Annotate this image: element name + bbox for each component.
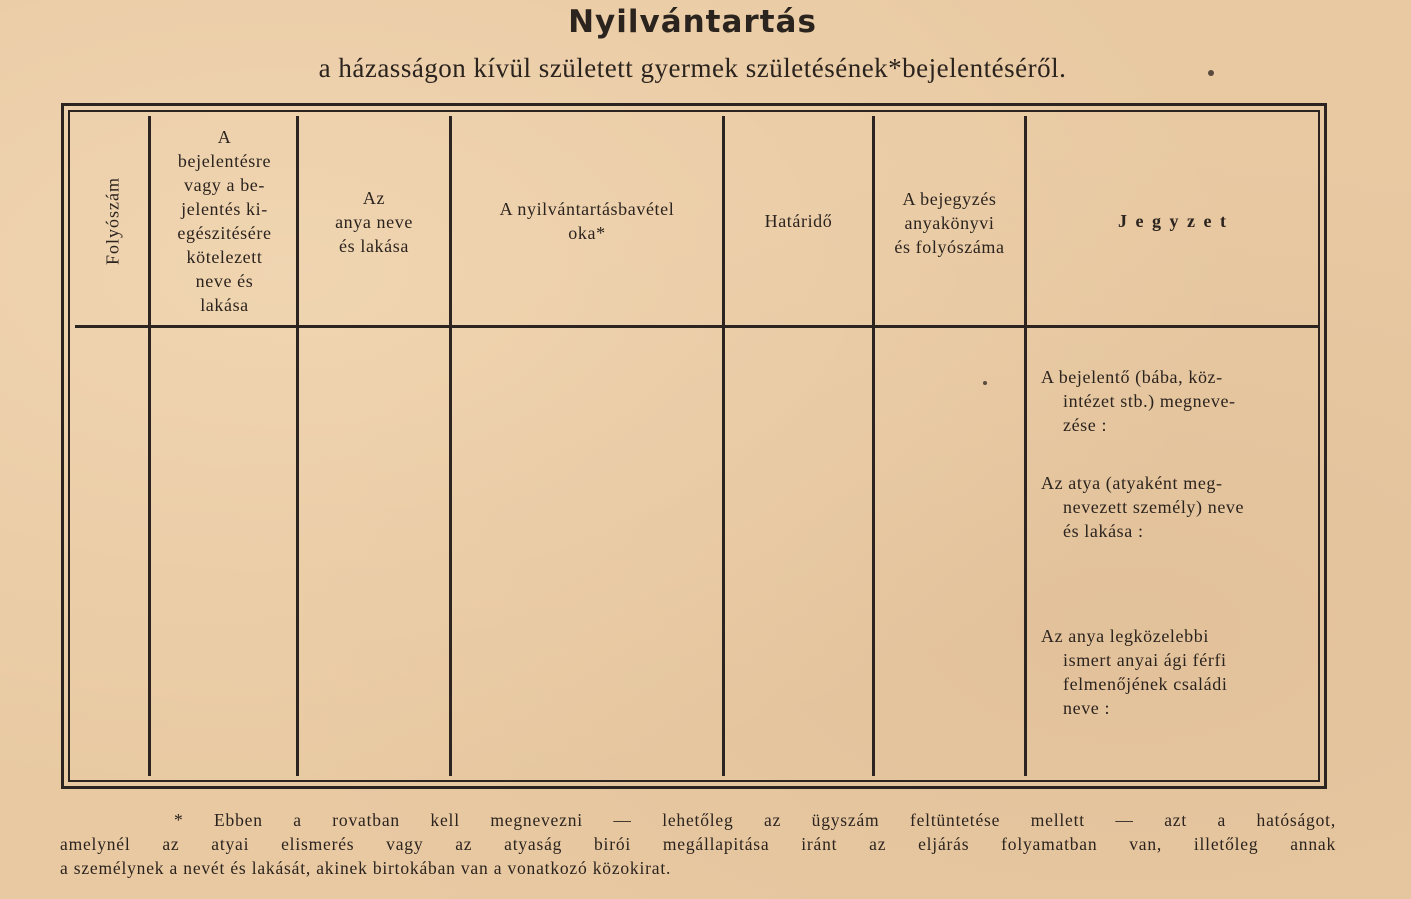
header-bejelentesre-kotelezett: A bejelentésre vagy a be- jelentés ki- egészitésére kötelezett neve és lakása (177, 126, 272, 315)
footnote (60, 808, 1336, 880)
paper-speck (1208, 70, 1214, 76)
paper-speck (983, 381, 987, 385)
header-folyoszam (78, 118, 148, 323)
header-folyoszam-label: Folyószám (102, 176, 123, 265)
header-hatarido: Határidő (764, 210, 833, 231)
header-nyilvantartasbavetel-oka: A nyilvántartásbavétel oka* (499, 198, 675, 243)
note-anya-felmeno: Az anya legközelebbi ismert anyai ági férfi felmenőjének családi neve : (1041, 626, 1228, 718)
footnote-line: * Ebben a rovatban kell megnevezni — lehetőleg az ügyszám feltüntetése mellett — azt a hatóságot, (174, 810, 1336, 830)
footnote-line: a személynek a nevét és lakását, akinek birtokában van a vonatkozó közokirat. (60, 858, 672, 878)
page-subtitle: a házasságon kívül született gyermek születésének*bejelentéséről. (318, 53, 1067, 83)
note-atya: Az atya (atyaként meg- nevezett személy) neve és lakása : (1041, 473, 1245, 541)
footnote-line: amelynél az atyai elismerés vagy az atyaság birói megállapitása iránt az eljárás folyamatban van, illetőleg annak (60, 834, 1336, 854)
header-separator (75, 325, 1319, 328)
page-title: Nyilvántartás (568, 4, 817, 40)
header-bejegyzes-anyakonyvi: A bejegyzés anyakönyvi és folyószáma (894, 188, 1005, 257)
header-jegyzet: J e g y z e t (1118, 210, 1228, 231)
note-bejelento: A bejelentő (bába, köz- intézet stb.) megneve- zése : (1041, 367, 1236, 435)
header-anya-neve: Az anya neve és lakása (335, 187, 413, 256)
